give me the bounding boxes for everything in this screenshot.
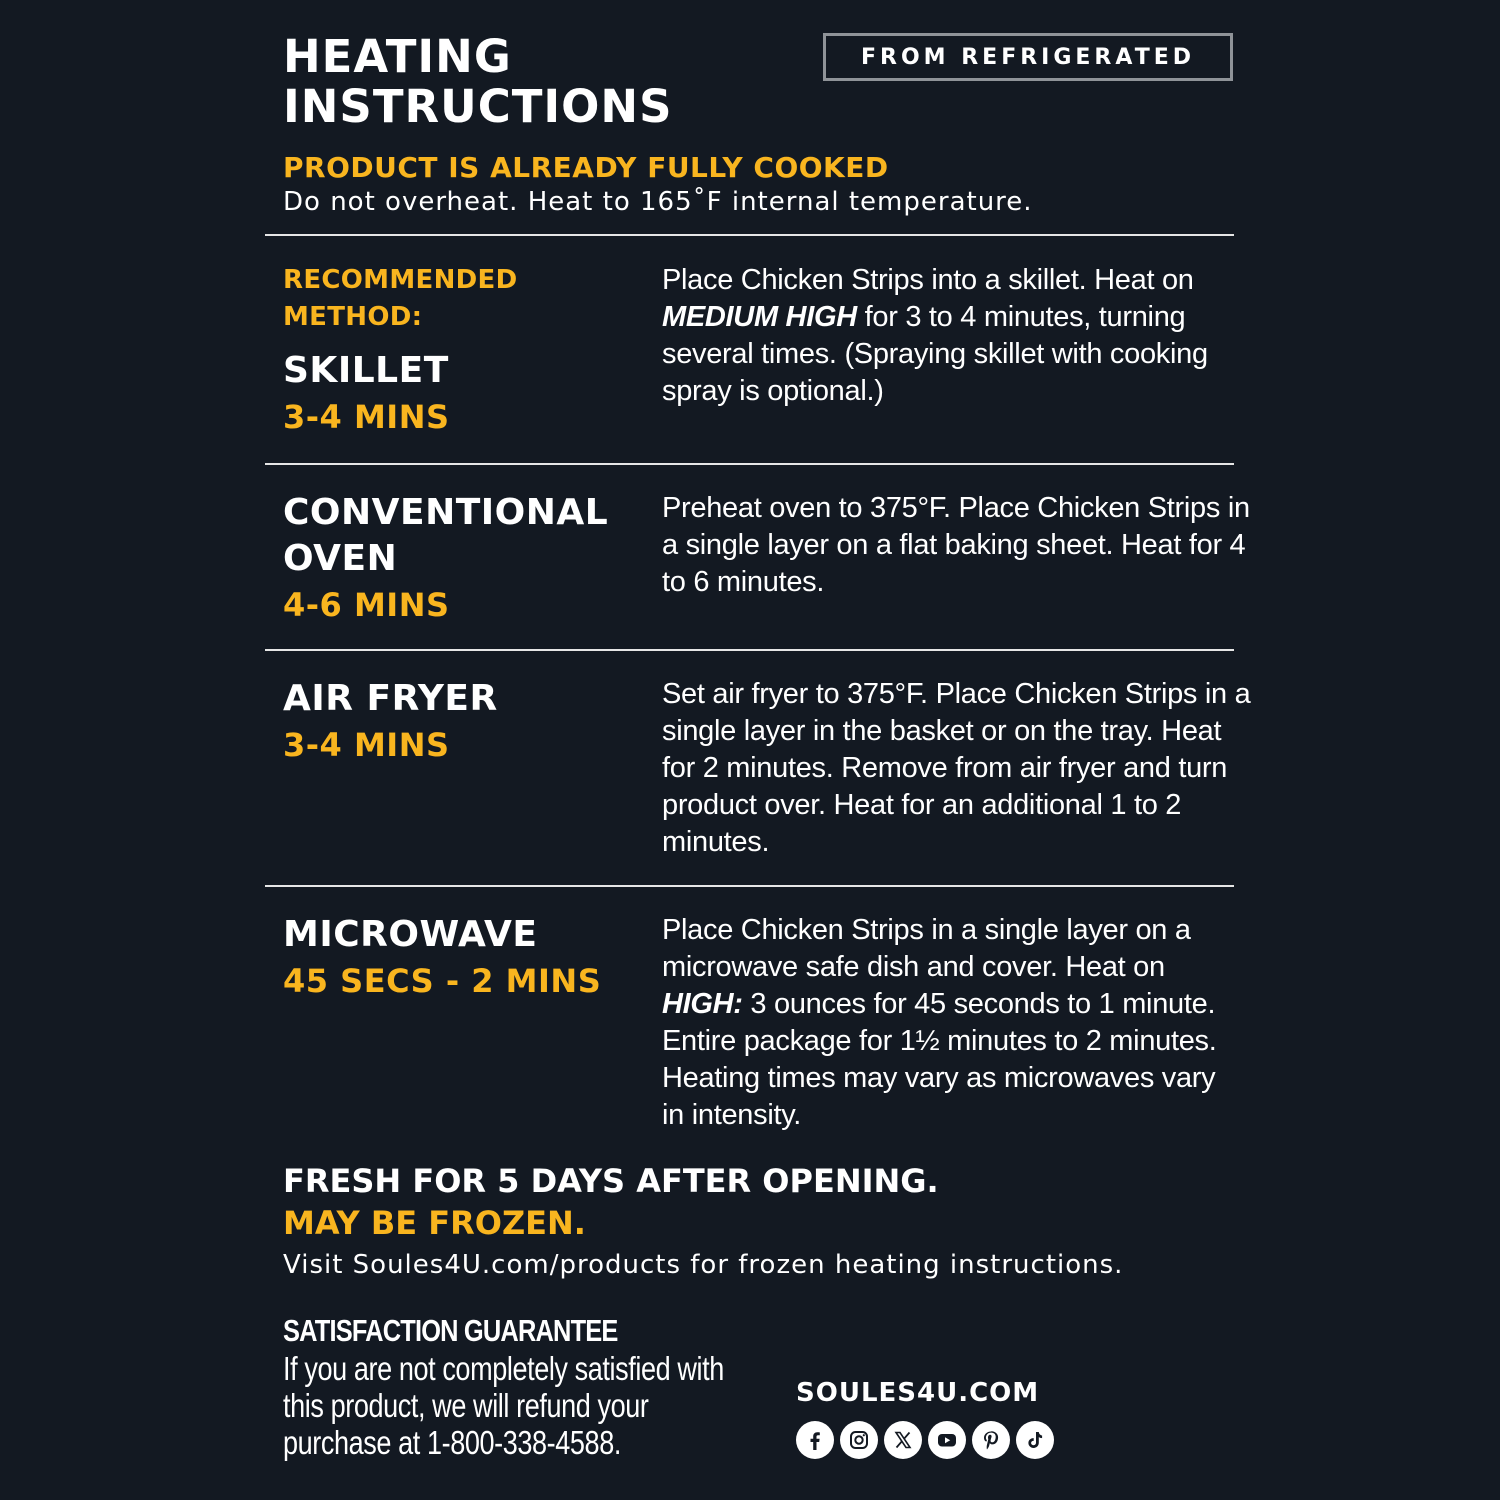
method-name bbox=[283, 490, 653, 582]
frozen-notice: MAY BE FROZEN. bbox=[283, 1204, 586, 1242]
page-title bbox=[283, 32, 673, 132]
divider bbox=[265, 649, 1234, 651]
method-time: 3-4 MINS bbox=[283, 726, 450, 764]
method-microwave-heading bbox=[283, 912, 643, 1004]
divider bbox=[265, 234, 1234, 236]
visit-website-text: Visit Soules4U.com/products for frozen heating instructions. bbox=[283, 1250, 1124, 1280]
method-name: MICROWAVE bbox=[283, 914, 538, 955]
social-icons bbox=[796, 1421, 1054, 1459]
facebook-icon[interactable] bbox=[796, 1421, 834, 1459]
x-icon[interactable] bbox=[884, 1421, 922, 1459]
method-air-fryer-instructions: Set air fryer to 375°F. Place Chicken Strips in a single layer in the basket or on the tray. Heat for 2 minutes. Remove from air fryer and turn product over. Heat for an additional 1 to 2 minutes. bbox=[662, 678, 1251, 858]
pinterest-icon[interactable] bbox=[972, 1421, 1010, 1459]
method-time: 45 SECS - 2 MINS bbox=[283, 962, 602, 1000]
title-line-1: HEATING bbox=[283, 30, 512, 83]
refrigerated-badge: FROM REFRIGERATED bbox=[823, 33, 1233, 81]
website-link[interactable]: SOULES4U.COM bbox=[796, 1378, 1040, 1408]
fully-cooked-notice: PRODUCT IS ALREADY FULLY COOKED bbox=[283, 151, 889, 184]
method-oven-heading bbox=[283, 490, 653, 628]
youtube-icon[interactable] bbox=[928, 1421, 966, 1459]
divider bbox=[265, 463, 1234, 465]
instructions-emphasis: HIGH: bbox=[662, 988, 743, 1020]
method-name-line-1: CONVENTIONAL bbox=[283, 492, 609, 533]
method-skillet-heading bbox=[283, 262, 643, 440]
instagram-icon[interactable] bbox=[840, 1421, 878, 1459]
guarantee-title: SATISFACTION GUARANTEE bbox=[283, 1313, 618, 1348]
tiktok-icon[interactable] bbox=[1016, 1421, 1054, 1459]
recommended-line-2: METHOD: bbox=[283, 302, 423, 332]
instructions-text: 3 ounces for 45 seconds to 1 minute. Entire package for 1½ minutes to 2 minutes. Heating times may vary as microwaves vary in intensity. bbox=[662, 988, 1217, 1131]
method-time: 3-4 MINS bbox=[283, 398, 450, 436]
method-microwave-instructions bbox=[662, 912, 1237, 1134]
instructions-text: Place Chicken Strips in a single layer on a microwave safe dish and cover. Heat on bbox=[662, 914, 1191, 983]
divider bbox=[265, 885, 1234, 887]
recommended-line-1: RECOMMENDED bbox=[283, 265, 518, 295]
overheat-notice: Do not overheat. Heat to 165˚F internal temperature. bbox=[283, 187, 1033, 217]
guarantee-text: If you are not completely satisfied with this product, we will refund your purchase at 1-800-338-4588. bbox=[283, 1350, 724, 1461]
recommended-label bbox=[283, 262, 643, 336]
method-name: SKILLET bbox=[283, 350, 449, 391]
instructions-text: Place Chicken Strips into a skillet. Heat on bbox=[662, 264, 1194, 296]
fresh-notice: FRESH FOR 5 DAYS AFTER OPENING. bbox=[283, 1162, 939, 1200]
method-skillet-instructions bbox=[662, 262, 1252, 410]
instructions-text: for 3 to 4 minutes, turning several times. (Spraying skillet with cooking spray is optional.) bbox=[662, 301, 1208, 407]
instructions-emphasis: MEDIUM HIGH bbox=[662, 301, 857, 333]
method-time: 4-6 MINS bbox=[283, 586, 450, 624]
method-oven-instructions: Preheat oven to 375°F. Place Chicken Strips in a single layer on a flat baking sheet. Heat for 4 to 6 minutes. bbox=[662, 492, 1250, 598]
method-air-fryer-heading bbox=[283, 676, 643, 768]
method-name: AIR FRYER bbox=[283, 678, 498, 719]
method-name-line-2: OVEN bbox=[283, 538, 398, 579]
title-line-2: INSTRUCTIONS bbox=[283, 80, 673, 133]
